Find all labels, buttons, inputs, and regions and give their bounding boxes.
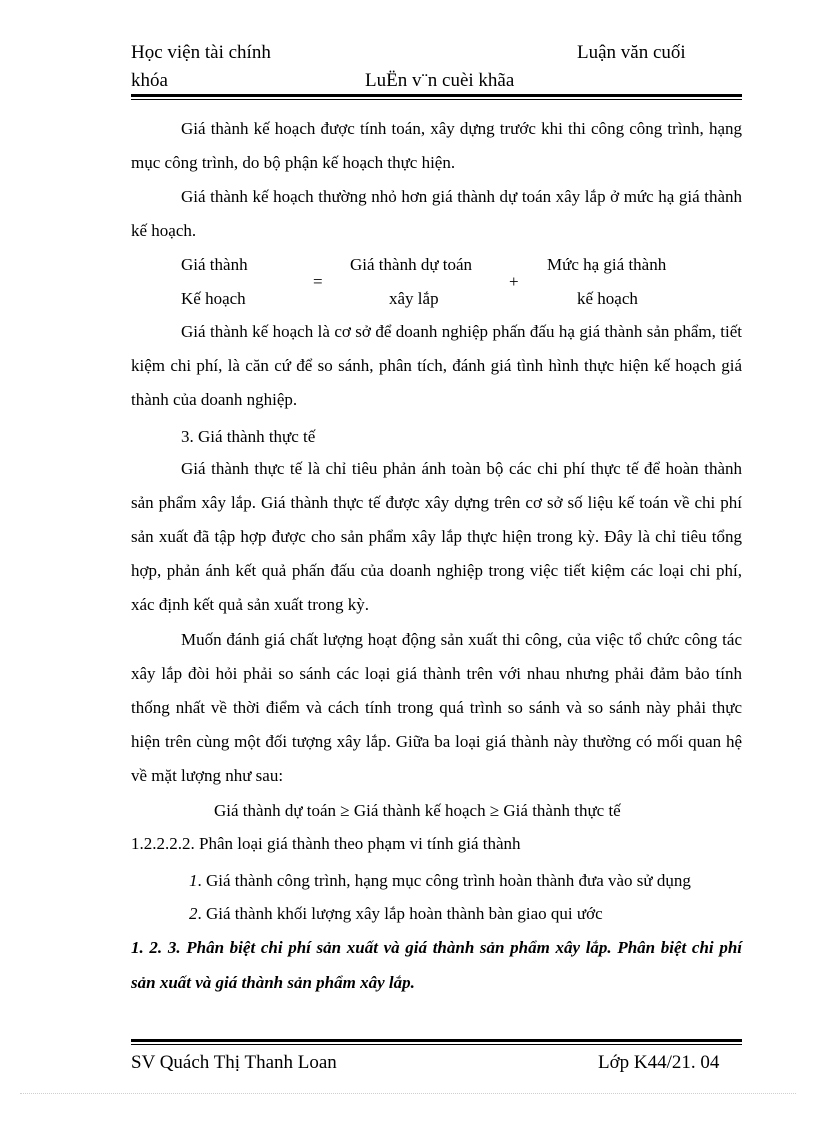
list-item-2-text: . Giá thành khối lượng xây lắp hoàn thành bàn giao qui ước (197, 904, 603, 923)
paragraph-1: Giá thành kế hoạch được tính toán, xây dựng trước khi thi công công trình, hạng mục công trình, do bộ phận kế hoạch thực hiện. (131, 119, 742, 172)
header-rule-thin (131, 99, 742, 100)
formula-plus: + (509, 272, 519, 291)
header-garbled-title: LuËn v¨n cuèi khãa (365, 70, 515, 91)
paragraph-2: Giá thành kế hoạch thường nhỏ hơn giá thành dự toán xây lắp ở mức hạ giá thành kế hoạch. (131, 187, 742, 240)
formula-lhs-bottom: Kế hoạch (181, 289, 246, 308)
bold-heading: 1. 2. 3. Phân biệt chi phí sản xuất và giá thành sản phẩm xây lắp. Phân biệt chi phí sản xuất và giá thành sản phẩm xây lắp. (131, 938, 742, 992)
footer-rule-thick (131, 1039, 742, 1042)
paragraph-3: Giá thành kế hoạch là cơ sở để doanh nghiệp phấn đấu hạ giá thành sản phẩm, tiết kiệm chi phí, là căn cứ để so sánh, phân tích, đánh giá tình hình thực hiện kế hoạch giá thành của doanh nghiệp. (131, 322, 742, 409)
formula-mid-top: Giá thành dự toán (350, 255, 473, 274)
footer-class: Lớp K44/21. 04 (598, 1052, 720, 1073)
list-item-2 (189, 904, 603, 924)
list-item-1-text: . Giá thành công trình, hạng mục công trình hoàn thành đưa vào sử dụng (197, 871, 691, 890)
footer-rule-thin (131, 1044, 742, 1045)
paragraph-5: Muốn đánh giá chất lượng hoạt động sản xuất thi công, của việc tổ chức công tác xây lắp đòi hỏi phải so sánh các loại giá thành trên với nhau nhưng phải đảm bảo tính thống nhất về thời điểm và cách tính trong quá trình so sánh và so sánh này phải thực hiện trên cùng một đối tượng xây lắp. Giữa ba loại giá thành này thường có mối quan hệ về mặt lượng như sau: (131, 630, 742, 785)
formula-mid-bottom: xây lắp (389, 289, 439, 308)
list-item-2-number: 2 (189, 904, 198, 923)
header-institution: Học viện tài chính (131, 42, 271, 63)
page-edge-dotted-line (20, 1093, 796, 1094)
header-thesis-title: Luận văn cuối (577, 42, 686, 63)
formula-equals: = (313, 272, 323, 291)
formula-rhs-bottom: kế hoạch (577, 289, 638, 308)
price-relation: Giá thành dự toán ≥ Giá thành kế hoạch ≥ Giá thành thực tế (214, 801, 621, 820)
formula-rhs-top: Mức hạ giá thành (547, 255, 667, 274)
list-item-1-number: 1 (189, 871, 198, 890)
header-rule-thick (131, 94, 742, 97)
heading-3: 3. Giá thành thực tế (181, 427, 316, 446)
formula-lhs-top: Giá thành (181, 255, 248, 274)
paragraph-4: Giá thành thực tế là chỉ tiêu phản ánh toàn bộ các chi phí thực tế để hoàn thành sản phẩm xây lắp. Giá thành thực tế được xây dựng trên cơ sở số liệu kế toán về chi phí sản xuất đã tập hợp được cho sản phẩm xây lắp thực hiện trong kỳ. Đây là chỉ tiêu tổng hợp, phản ánh kết quả phấn đấu của doanh nghiệp trong việc tiết kiệm các loại chi phí, xác định kết quả sản xuất trong kỳ. (131, 459, 742, 614)
section-heading: 1.2.2.2.2. Phân loại giá thành theo phạm vi tính giá thành (131, 834, 521, 853)
list-item-1 (189, 871, 691, 891)
footer-student: SV Quách Thị Thanh Loan (131, 1052, 337, 1073)
header-khoa: khóa (131, 70, 168, 91)
